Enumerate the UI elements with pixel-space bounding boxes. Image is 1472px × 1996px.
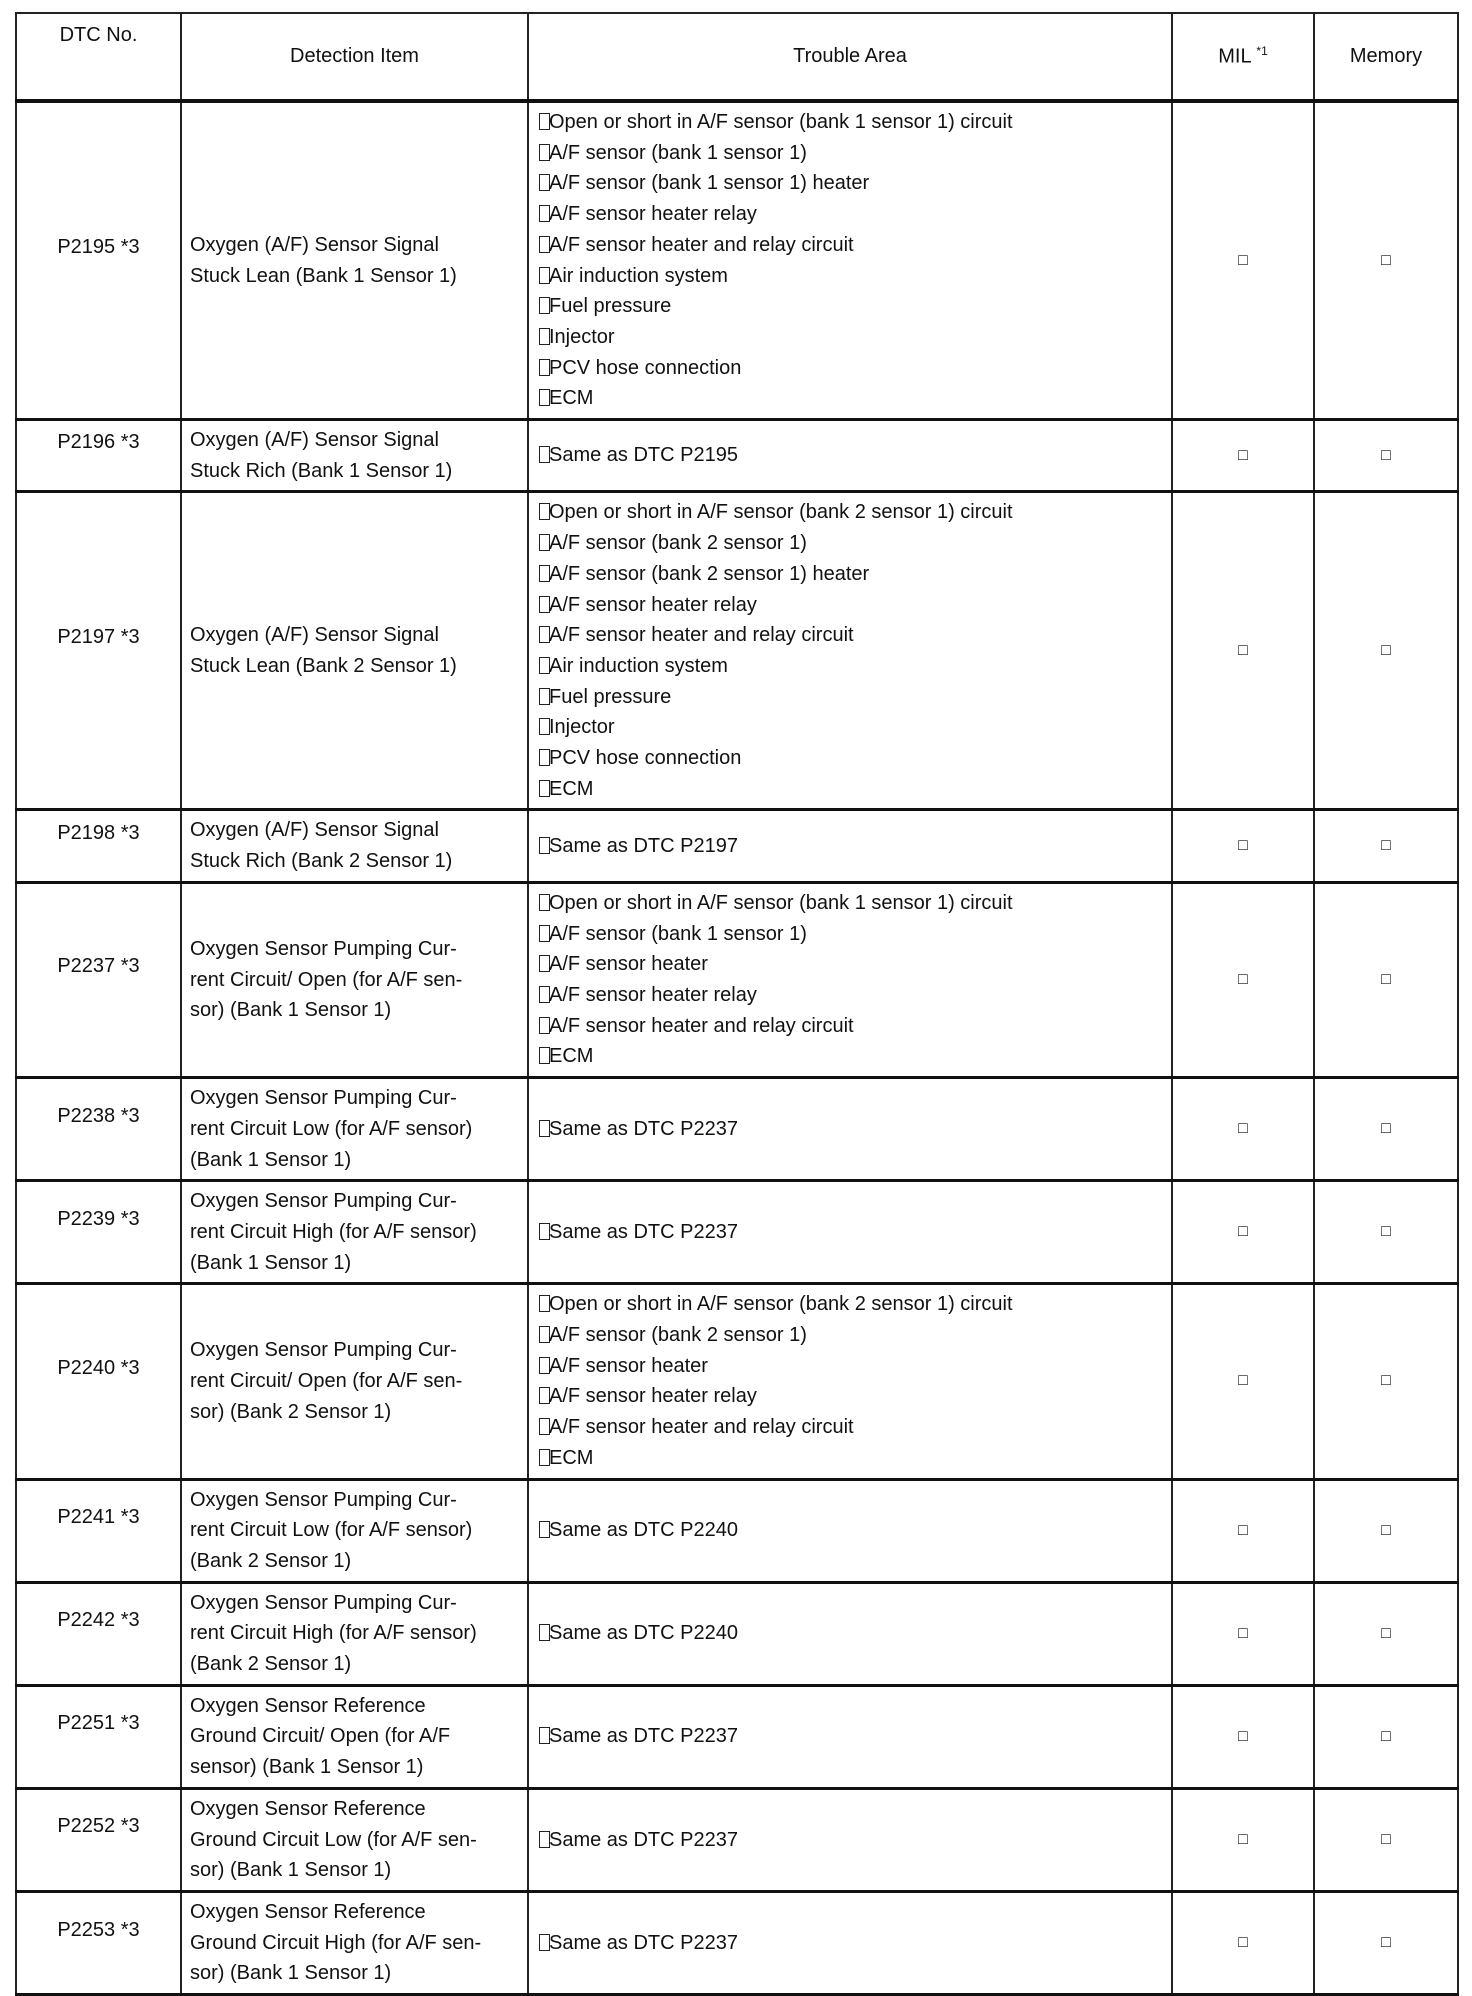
- trouble-item: [539, 261, 1163, 292]
- trouble-item: [539, 1217, 1163, 1248]
- trouble-item: [539, 1011, 1163, 1042]
- trouble-item: [539, 1721, 1163, 1752]
- dtc-code: P2195 *3: [16, 101, 181, 420]
- trouble-item: [539, 138, 1163, 169]
- trouble-item-text: ECM: [549, 387, 594, 410]
- trouble-item: [539, 107, 1163, 138]
- detection-line: sensor) (Bank 1 Sensor 1): [190, 1756, 424, 1779]
- dtc-code: P2197 *3: [16, 492, 181, 810]
- trouble-area: [528, 101, 1172, 420]
- detection-line: Stuck Lean (Bank 1 Sensor 1): [190, 264, 457, 287]
- trouble-item-text: Open or short in A/F sensor (bank 1 sensor 1) circuit: [549, 111, 1013, 133]
- dtc-code: P2198 *3: [16, 810, 181, 882]
- trouble-item: [539, 322, 1163, 353]
- trouble-item-text: A/F sensor (bank 2 sensor 1): [549, 532, 807, 555]
- memory-mark: □: [1314, 1078, 1458, 1181]
- trouble-item-text: Same as DTC P2195: [549, 444, 738, 467]
- detection-line: (Bank 2 Sensor 1): [190, 1653, 352, 1676]
- dtc-code: P2251 *3: [16, 1685, 181, 1788]
- dtc-code: P2242 *3: [16, 1582, 181, 1685]
- trouble-area: [528, 1181, 1172, 1284]
- trouble-item-text: Same as DTC P2197: [549, 834, 738, 857]
- mil-mark: □: [1172, 1788, 1314, 1891]
- detection-line: Stuck Lean (Bank 2 Sensor 1): [190, 654, 457, 677]
- detection-line: Stuck Rich (Bank 1 Sensor 1): [190, 459, 453, 482]
- header-dtc-no: DTC No.: [16, 13, 181, 101]
- detection-item: [181, 1078, 528, 1181]
- trouble-item-text: Injector: [549, 325, 615, 348]
- trouble-item: [539, 1351, 1163, 1382]
- trouble-item-text: PCV hose connection: [549, 747, 742, 770]
- trouble-item-text: A/F sensor heater and relay circuit: [549, 1416, 854, 1439]
- trouble-item-text: Same as DTC P2237: [549, 1220, 738, 1243]
- mil-mark: □: [1172, 810, 1314, 882]
- detection-line: (Bank 2 Sensor 1): [190, 1549, 352, 1572]
- detection-line: rent Circuit Low (for A/F sensor): [190, 1117, 473, 1140]
- table-row: [16, 1078, 1458, 1181]
- detection-item: [181, 1479, 528, 1582]
- dtc-table: [15, 12, 1459, 1996]
- table-header-row: [16, 13, 1458, 101]
- trouble-item-text: Air induction system: [549, 654, 728, 677]
- trouble-item: [539, 497, 1163, 528]
- detection-item: [181, 1685, 528, 1788]
- header-trouble-area: Trouble Area: [528, 13, 1172, 101]
- trouble-item: [539, 949, 1163, 980]
- trouble-item: [539, 1515, 1163, 1546]
- trouble-item-text: ECM: [549, 777, 594, 800]
- trouble-item-text: A/F sensor heater: [549, 953, 708, 976]
- table-row: [16, 1181, 1458, 1284]
- detection-item: [181, 1788, 528, 1891]
- trouble-item: [539, 919, 1163, 950]
- table-row: [16, 1582, 1458, 1685]
- trouble-area: [528, 1891, 1172, 1994]
- table-row: [16, 101, 1458, 420]
- dtc-code: P2237 *3: [16, 882, 181, 1077]
- trouble-item: [539, 291, 1163, 322]
- trouble-area: [528, 1078, 1172, 1181]
- table-row: [16, 1891, 1458, 1994]
- trouble-item: [539, 743, 1163, 774]
- trouble-item-text: Same as DTC P2237: [549, 1828, 738, 1851]
- trouble-item: [539, 682, 1163, 713]
- trouble-item: [539, 1041, 1163, 1072]
- detection-line: rent Circuit/ Open (for A/F sen-: [190, 1370, 463, 1393]
- mil-mark: □: [1172, 1284, 1314, 1479]
- trouble-item: [539, 620, 1163, 651]
- trouble-item: [539, 528, 1163, 559]
- mil-mark: □: [1172, 1479, 1314, 1582]
- detection-line: sor) (Bank 1 Sensor 1): [190, 1962, 392, 1985]
- dtc-code: P2239 *3: [16, 1181, 181, 1284]
- trouble-item-text: A/F sensor heater and relay circuit: [549, 233, 854, 256]
- detection-item: [181, 810, 528, 882]
- trouble-item-text: A/F sensor (bank 1 sensor 1) heater: [549, 172, 870, 195]
- detection-line: rent Circuit High (for A/F sensor): [190, 1220, 477, 1243]
- trouble-item-text: Fuel pressure: [549, 295, 672, 318]
- detection-line: sor) (Bank 2 Sensor 1): [190, 1400, 392, 1423]
- trouble-area: [528, 1685, 1172, 1788]
- trouble-item-text: A/F sensor heater relay: [549, 203, 757, 226]
- detection-line: Ground Circuit High (for A/F sen-: [190, 1931, 482, 1954]
- detection-line: Oxygen Sensor Pumping Cur-: [190, 937, 457, 960]
- detection-line: Oxygen (A/F) Sensor Signal: [190, 233, 439, 256]
- trouble-item: [539, 590, 1163, 621]
- mil-mark: □: [1172, 1685, 1314, 1788]
- trouble-item: [539, 1618, 1163, 1649]
- trouble-area: [528, 1582, 1172, 1685]
- table-row: [16, 492, 1458, 810]
- trouble-item: [539, 712, 1163, 743]
- trouble-item: [539, 831, 1163, 862]
- detection-line: Ground Circuit/ Open (for A/F: [190, 1725, 451, 1748]
- detection-item: [181, 492, 528, 810]
- trouble-item-text: Open or short in A/F sensor (bank 2 sensor 1) circuit: [549, 501, 1013, 524]
- mil-mark: □: [1172, 101, 1314, 420]
- trouble-item: [539, 1443, 1163, 1474]
- trouble-item-text: A/F sensor (bank 2 sensor 1): [549, 1324, 807, 1347]
- detection-line: (Bank 1 Sensor 1): [190, 1148, 352, 1171]
- memory-mark: □: [1314, 1479, 1458, 1582]
- detection-item: [181, 882, 528, 1077]
- mil-label: MIL: [1218, 45, 1251, 68]
- dtc-code: P2238 *3: [16, 1078, 181, 1181]
- detection-item: [181, 1284, 528, 1479]
- mil-mark: □: [1172, 1181, 1314, 1284]
- header-mil: [1172, 13, 1314, 101]
- mil-mark: □: [1172, 882, 1314, 1077]
- detection-line: Oxygen Sensor Pumping Cur-: [190, 1339, 457, 1362]
- trouble-item-text: A/F sensor heater and relay circuit: [549, 624, 854, 647]
- dtc-code: P2240 *3: [16, 1284, 181, 1479]
- trouble-item-text: Air induction system: [549, 264, 728, 287]
- trouble-item-text: Fuel pressure: [549, 685, 672, 708]
- trouble-item-text: Open or short in A/F sensor (bank 1 sensor 1) circuit: [549, 891, 1013, 914]
- memory-mark: □: [1314, 101, 1458, 420]
- trouble-item-text: A/F sensor heater: [549, 1354, 708, 1377]
- dtc-code: P2253 *3: [16, 1891, 181, 1994]
- detection-line: Oxygen Sensor Reference: [190, 1900, 426, 1923]
- trouble-item: [539, 1114, 1163, 1145]
- mil-mark: □: [1172, 1582, 1314, 1685]
- trouble-area: [528, 492, 1172, 810]
- trouble-item: [539, 168, 1163, 199]
- trouble-item: [539, 383, 1163, 414]
- detection-line: (Bank 1 Sensor 1): [190, 1251, 352, 1274]
- mil-mark: □: [1172, 1078, 1314, 1181]
- memory-mark: □: [1314, 1284, 1458, 1479]
- trouble-area: [528, 810, 1172, 882]
- table-row: [16, 1479, 1458, 1582]
- trouble-item: [539, 199, 1163, 230]
- detection-line: sor) (Bank 1 Sensor 1): [190, 999, 392, 1022]
- dtc-code: P2252 *3: [16, 1788, 181, 1891]
- mil-mark: □: [1172, 492, 1314, 810]
- trouble-item: [539, 440, 1163, 471]
- trouble-item: [539, 559, 1163, 590]
- detection-line: Oxygen Sensor Pumping Cur-: [190, 1190, 457, 1213]
- trouble-item: [539, 888, 1163, 919]
- trouble-item-text: PCV hose connection: [549, 356, 742, 379]
- table-row: [16, 1685, 1458, 1788]
- detection-line: Oxygen (A/F) Sensor Signal: [190, 819, 439, 842]
- trouble-item-text: Same as DTC P2240: [549, 1519, 738, 1542]
- trouble-item-text: A/F sensor (bank 1 sensor 1): [549, 922, 807, 945]
- trouble-item: [539, 1381, 1163, 1412]
- memory-mark: □: [1314, 1891, 1458, 1994]
- trouble-item: [539, 774, 1163, 805]
- detection-line: Oxygen Sensor Reference: [190, 1797, 426, 1820]
- detection-line: Oxygen Sensor Pumping Cur-: [190, 1087, 457, 1110]
- trouble-item-text: Same as DTC P2240: [549, 1622, 738, 1645]
- trouble-item-text: A/F sensor (bank 1 sensor 1): [549, 141, 807, 164]
- detection-line: sor) (Bank 1 Sensor 1): [190, 1859, 392, 1882]
- detection-item: [181, 420, 528, 492]
- memory-mark: □: [1314, 1582, 1458, 1685]
- trouble-item-text: A/F sensor heater relay: [549, 983, 757, 1006]
- memory-mark: □: [1314, 420, 1458, 492]
- detection-item: [181, 1582, 528, 1685]
- trouble-item-text: Same as DTC P2237: [549, 1725, 738, 1748]
- table-row: [16, 420, 1458, 492]
- detection-line: Oxygen Sensor Pumping Cur-: [190, 1591, 457, 1614]
- memory-mark: □: [1314, 810, 1458, 882]
- trouble-area: [528, 882, 1172, 1077]
- header-memory: Memory: [1314, 13, 1458, 101]
- mil-footnote: *1: [1256, 44, 1268, 59]
- trouble-item-text: Injector: [549, 716, 615, 739]
- detection-line: Oxygen (A/F) Sensor Signal: [190, 429, 439, 452]
- table-row: [16, 1788, 1458, 1891]
- trouble-item: [539, 1928, 1163, 1959]
- trouble-area: [528, 420, 1172, 492]
- table-row: [16, 1284, 1458, 1479]
- trouble-item: [539, 1289, 1163, 1320]
- trouble-item: [539, 230, 1163, 261]
- table-row: [16, 810, 1458, 882]
- trouble-item: [539, 651, 1163, 682]
- dtc-code: P2196 *3: [16, 420, 181, 492]
- detection-line: rent Circuit/ Open (for A/F sen-: [190, 968, 463, 991]
- trouble-item: [539, 1412, 1163, 1443]
- detection-item: [181, 1891, 528, 1994]
- trouble-item: [539, 980, 1163, 1011]
- trouble-item: [539, 1320, 1163, 1351]
- detection-line: rent Circuit Low (for A/F sensor): [190, 1519, 473, 1542]
- trouble-item-text: ECM: [549, 1446, 594, 1469]
- trouble-item-text: Same as DTC P2237: [549, 1931, 738, 1954]
- trouble-area: [528, 1788, 1172, 1891]
- mil-mark: □: [1172, 420, 1314, 492]
- trouble-item-text: Same as DTC P2237: [549, 1117, 738, 1140]
- memory-mark: □: [1314, 1685, 1458, 1788]
- detection-line: Stuck Rich (Bank 2 Sensor 1): [190, 850, 453, 873]
- detection-line: Oxygen (A/F) Sensor Signal: [190, 624, 439, 647]
- trouble-item-text: A/F sensor (bank 2 sensor 1) heater: [549, 562, 870, 585]
- detection-line: Oxygen Sensor Reference: [190, 1694, 426, 1717]
- trouble-item-text: Open or short in A/F sensor (bank 2 sensor 1) circuit: [549, 1293, 1013, 1316]
- trouble-item-text: ECM: [549, 1045, 594, 1068]
- trouble-item-text: A/F sensor heater relay: [549, 593, 757, 616]
- dtc-code: P2241 *3: [16, 1479, 181, 1582]
- trouble-item: [539, 1825, 1163, 1856]
- memory-mark: □: [1314, 1788, 1458, 1891]
- detection-line: rent Circuit High (for A/F sensor): [190, 1622, 477, 1645]
- detection-item: [181, 101, 528, 420]
- trouble-item: [539, 353, 1163, 384]
- detection-item: [181, 1181, 528, 1284]
- detection-line: Ground Circuit Low (for A/F sen-: [190, 1828, 477, 1851]
- memory-mark: □: [1314, 882, 1458, 1077]
- trouble-item-text: A/F sensor heater and relay circuit: [549, 1014, 854, 1037]
- mil-mark: □: [1172, 1891, 1314, 1994]
- trouble-item-text: A/F sensor heater relay: [549, 1385, 757, 1408]
- memory-mark: □: [1314, 1181, 1458, 1284]
- detection-line: Oxygen Sensor Pumping Cur-: [190, 1488, 457, 1511]
- trouble-area: [528, 1284, 1172, 1479]
- header-detection-item: Detection Item: [181, 13, 528, 101]
- memory-mark: □: [1314, 492, 1458, 810]
- table-row: [16, 882, 1458, 1077]
- trouble-area: [528, 1479, 1172, 1582]
